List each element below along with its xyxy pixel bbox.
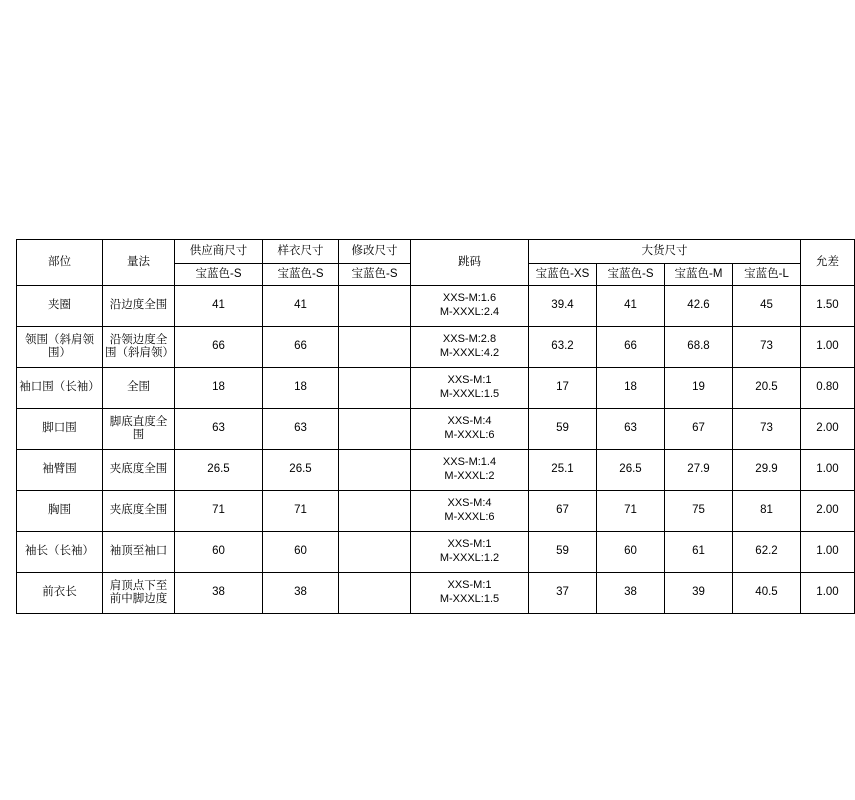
table-row (17, 327, 855, 368)
cell-tolerance: 2.00 (801, 491, 855, 532)
jump-line-2: M-XXXL:6 (444, 511, 495, 523)
cell-bulk-xs: 17 (529, 368, 597, 409)
cell-supplier: 60 (175, 532, 263, 573)
cell-bulk-m: 75 (665, 491, 733, 532)
jump-line-2: M-XXXL:1.5 (439, 388, 500, 400)
subheader-bulk-s: 宝蓝色-S (597, 264, 665, 286)
cell-method: 袖顶至袖口 (103, 532, 175, 573)
cell-bulk-m: 19 (665, 368, 733, 409)
cell-bulk-xs: 59 (529, 409, 597, 450)
size-spec-sheet (16, 239, 839, 614)
cell-sample: 18 (263, 368, 339, 409)
cell-jump (411, 573, 529, 614)
cell-method: 夹底度全围 (103, 450, 175, 491)
cell-bulk-l: 81 (733, 491, 801, 532)
cell-part: 胸围 (17, 491, 103, 532)
cell-jump (411, 450, 529, 491)
jump-line-1: XXS-M:1 (447, 374, 492, 387)
jump-line-1: XXS-M:2.8 (442, 333, 497, 346)
cell-sample: 71 (263, 491, 339, 532)
cell-supplier: 41 (175, 286, 263, 327)
jump-line-2: M-XXXL:1.5 (439, 593, 500, 605)
cell-bulk-s: 66 (597, 327, 665, 368)
subheader-bulk-m: 宝蓝色-M (665, 264, 733, 286)
cell-jump (411, 368, 529, 409)
header-jump-code: 跳码 (411, 240, 529, 286)
cell-part: 领围（斜肩领围） (17, 327, 103, 368)
jump-line-2: M-XXXL:4.2 (439, 347, 500, 359)
cell-modified (339, 573, 411, 614)
cell-modified (339, 327, 411, 368)
cell-jump (411, 491, 529, 532)
header-method: 量法 (103, 240, 175, 286)
cell-bulk-l: 73 (733, 327, 801, 368)
cell-bulk-m: 68.8 (665, 327, 733, 368)
cell-tolerance: 1.00 (801, 573, 855, 614)
jump-line-2: M-XXXL:2.4 (439, 306, 500, 318)
subheader-modified-color: 宝蓝色-S (339, 264, 411, 286)
cell-part: 脚口围 (17, 409, 103, 450)
jump-line-2: M-XXXL:6 (444, 429, 495, 441)
cell-jump (411, 327, 529, 368)
header-sample-size: 样衣尺寸 (263, 240, 339, 264)
size-spec-table (16, 239, 855, 614)
header-bulk-size: 大货尺寸 (529, 240, 801, 264)
cell-bulk-s: 38 (597, 573, 665, 614)
cell-method: 全围 (103, 368, 175, 409)
jump-line-1: XXS-M:4 (447, 497, 492, 510)
cell-jump (411, 286, 529, 327)
cell-bulk-s: 26.5 (597, 450, 665, 491)
cell-part: 袖长（长袖） (17, 532, 103, 573)
cell-bulk-s: 71 (597, 491, 665, 532)
cell-method: 肩顶点下至前中脚边度 (103, 573, 175, 614)
cell-bulk-xs: 67 (529, 491, 597, 532)
cell-modified (339, 450, 411, 491)
jump-line-1: XXS-M:1.6 (442, 292, 497, 305)
cell-bulk-l: 62.2 (733, 532, 801, 573)
cell-bulk-m: 67 (665, 409, 733, 450)
header-supplier-size: 供应商尺寸 (175, 240, 263, 264)
table-row (17, 532, 855, 573)
table-header-row-main (17, 240, 855, 264)
cell-modified (339, 409, 411, 450)
table-row (17, 409, 855, 450)
cell-supplier: 71 (175, 491, 263, 532)
cell-sample: 60 (263, 532, 339, 573)
cell-part: 夹圈 (17, 286, 103, 327)
cell-bulk-m: 61 (665, 532, 733, 573)
cell-modified (339, 286, 411, 327)
cell-bulk-s: 18 (597, 368, 665, 409)
cell-bulk-m: 39 (665, 573, 733, 614)
jump-line-1: XXS-M:1 (447, 579, 492, 592)
cell-bulk-s: 41 (597, 286, 665, 327)
cell-bulk-m: 27.9 (665, 450, 733, 491)
cell-jump (411, 532, 529, 573)
cell-bulk-xs: 37 (529, 573, 597, 614)
cell-tolerance: 1.00 (801, 327, 855, 368)
jump-line-1: XXS-M:4 (447, 415, 492, 428)
table-row (17, 491, 855, 532)
table-row (17, 450, 855, 491)
subheader-bulk-l: 宝蓝色-L (733, 264, 801, 286)
cell-bulk-m: 42.6 (665, 286, 733, 327)
cell-method: 脚底直度全围 (103, 409, 175, 450)
cell-bulk-xs: 25.1 (529, 450, 597, 491)
table-row (17, 286, 855, 327)
cell-tolerance: 0.80 (801, 368, 855, 409)
table-row (17, 573, 855, 614)
cell-supplier: 38 (175, 573, 263, 614)
cell-bulk-l: 45 (733, 286, 801, 327)
subheader-sample-color: 宝蓝色-S (263, 264, 339, 286)
subheader-supplier-color: 宝蓝色-S (175, 264, 263, 286)
cell-bulk-l: 20.5 (733, 368, 801, 409)
cell-tolerance: 1.50 (801, 286, 855, 327)
cell-jump (411, 409, 529, 450)
cell-bulk-xs: 63.2 (529, 327, 597, 368)
header-modified-size: 修改尺寸 (339, 240, 411, 264)
cell-sample: 38 (263, 573, 339, 614)
jump-line-2: M-XXXL:2 (444, 470, 495, 482)
jump-line-1: XXS-M:1.4 (442, 456, 497, 469)
cell-sample: 63 (263, 409, 339, 450)
cell-part: 前衣长 (17, 573, 103, 614)
table-row (17, 368, 855, 409)
cell-tolerance: 1.00 (801, 532, 855, 573)
cell-modified (339, 491, 411, 532)
cell-method: 夹底度全围 (103, 491, 175, 532)
subheader-bulk-xs: 宝蓝色-XS (529, 264, 597, 286)
cell-bulk-s: 60 (597, 532, 665, 573)
cell-bulk-xs: 39.4 (529, 286, 597, 327)
cell-tolerance: 2.00 (801, 409, 855, 450)
cell-method: 沿边度全围 (103, 286, 175, 327)
cell-bulk-l: 40.5 (733, 573, 801, 614)
jump-line-1: XXS-M:1 (447, 538, 492, 551)
cell-modified (339, 368, 411, 409)
cell-tolerance: 1.00 (801, 450, 855, 491)
cell-supplier: 63 (175, 409, 263, 450)
cell-bulk-l: 29.9 (733, 450, 801, 491)
cell-supplier: 18 (175, 368, 263, 409)
cell-sample: 66 (263, 327, 339, 368)
cell-modified (339, 532, 411, 573)
cell-part: 袖口围（长袖） (17, 368, 103, 409)
cell-bulk-s: 63 (597, 409, 665, 450)
header-tolerance: 允差 (801, 240, 855, 286)
cell-method: 沿领边度全围（斜肩领） (103, 327, 175, 368)
cell-sample: 26.5 (263, 450, 339, 491)
header-part: 部位 (17, 240, 103, 286)
cell-sample: 41 (263, 286, 339, 327)
cell-part: 袖臂围 (17, 450, 103, 491)
cell-supplier: 66 (175, 327, 263, 368)
cell-supplier: 26.5 (175, 450, 263, 491)
cell-bulk-xs: 59 (529, 532, 597, 573)
cell-bulk-l: 73 (733, 409, 801, 450)
jump-line-2: M-XXXL:1.2 (439, 552, 500, 564)
